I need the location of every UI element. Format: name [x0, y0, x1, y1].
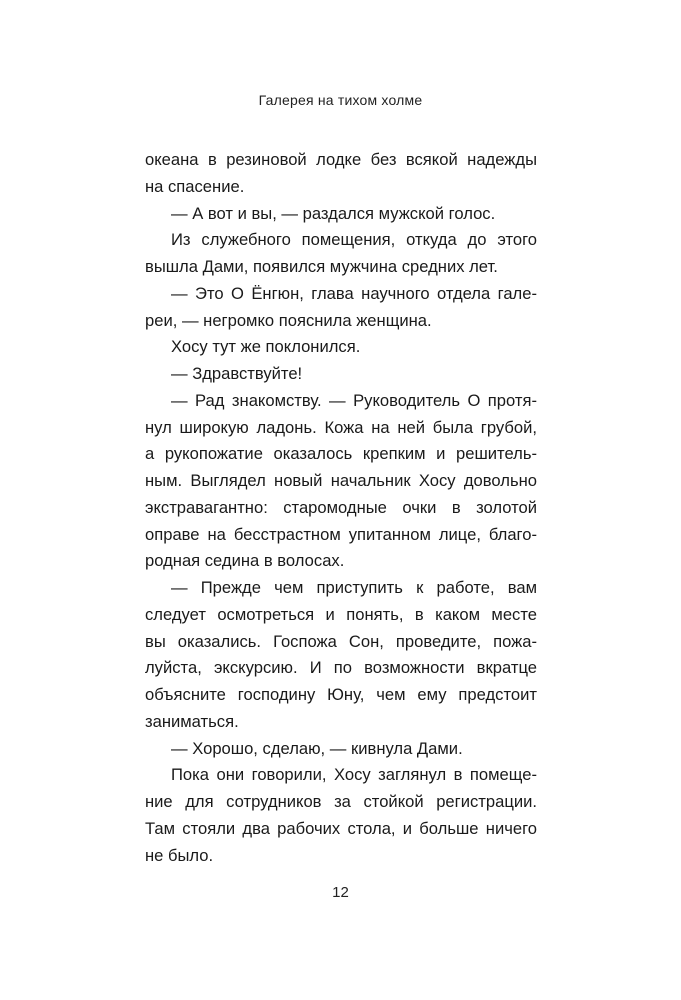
text-line: экстравагантно: старомодные очки в золотой [145, 497, 537, 517]
text-line: — Это О Ёнгюн, глава научного отдела гале- [171, 283, 537, 303]
body-text [145, 147, 537, 869]
text-line: — А вот и вы, — раздался мужской голос. [171, 203, 496, 223]
text-line: — Хорошо, сделаю, — кивнула Дами. [171, 738, 463, 758]
text-line: не было. [145, 845, 214, 865]
text-line: вышла Дами, появился мужчина средних лет. [145, 257, 498, 276]
text-line: — Рад знакомству. — Руководитель О протя- [171, 390, 537, 410]
text-line: следует осмотреться и понять, в каком месте [145, 604, 537, 624]
page-number: 12 [332, 884, 349, 901]
text-line: родная седина в волосах. [145, 551, 345, 571]
text-line: на спасение. [145, 176, 245, 196]
text-line: океана в резиновой лодке без всякой надежды [145, 150, 537, 169]
text-line: Там стояли два рабочих стола, и больше ничего [145, 818, 537, 838]
running-head: Галерея на тихом холме [258, 92, 423, 108]
text-line: ным. Выглядел новый начальник Хосу довольно [145, 471, 537, 490]
text-line: вы оказались. Госпожа Сон, проведите, пожа- [145, 631, 537, 651]
text-line: заниматься. [145, 711, 239, 731]
text-line: Хосу тут же поклонился. [171, 337, 361, 357]
text-line: Пока они говорили, Хосу заглянул в помеще- [171, 765, 537, 785]
text-line: Из служебного помещения, откуда до этого [171, 230, 537, 250]
text-line: оправе на бесстрастном упитанном лице, благо- [145, 524, 537, 544]
text-line: — Здравствуйте! [171, 364, 303, 383]
text-line: реи, — негромко пояснила женщина. [145, 310, 432, 330]
text-line: нул широкую ладонь. Кожа на ней была грубой, [145, 417, 537, 437]
text-line: луйста, экскурсию. И по возможности вкратце [145, 658, 537, 678]
text-line: ние для сотрудников за стойкой регистрации. [145, 792, 537, 811]
text-line: объясните господину Юну, чем ему предстоит [145, 685, 537, 704]
text-line: а рукопожатие оказалось крепким и решитель- [145, 444, 537, 464]
text-line: — Прежде чем приступить к работе, вам [171, 578, 537, 597]
